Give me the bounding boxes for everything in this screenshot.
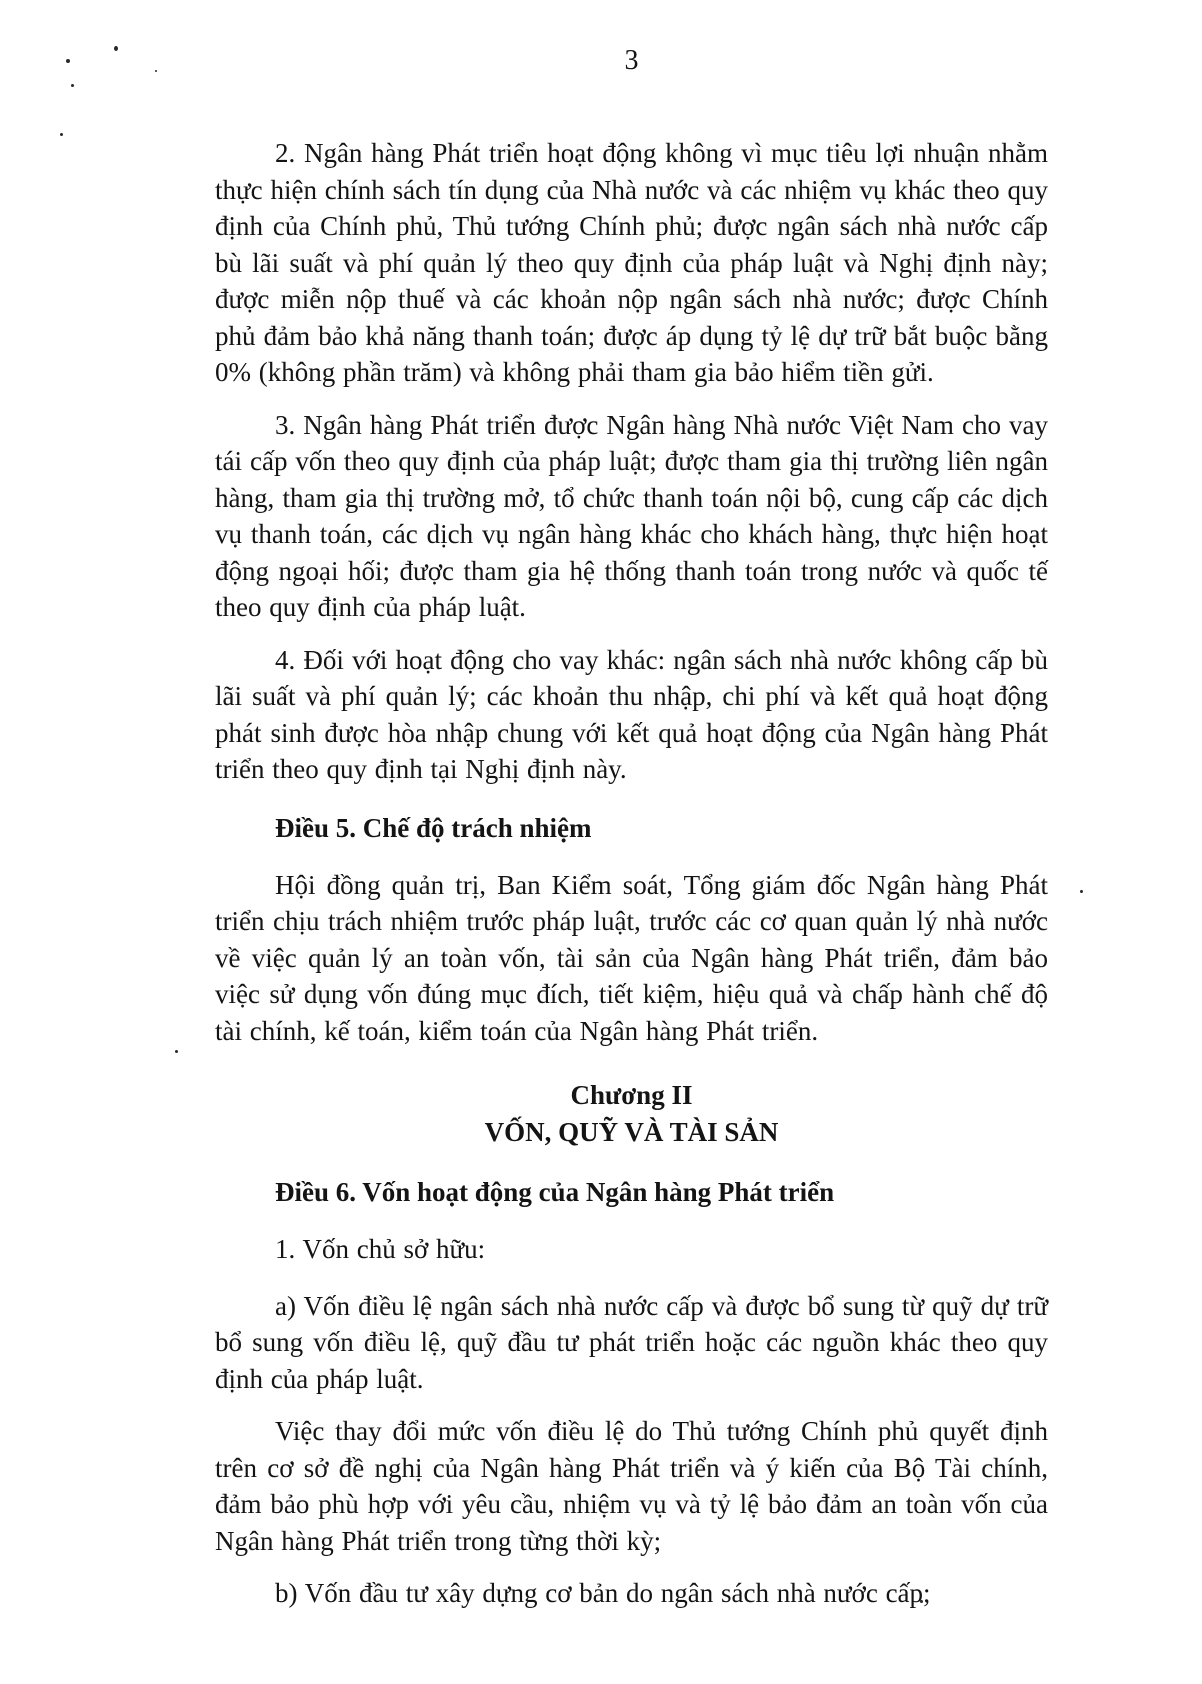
scan-speckle [155, 70, 157, 72]
article-5-paragraph: Hội đồng quản trị, Ban Kiểm soát, Tổng giám đốc Ngân hàng Phát triển chịu trách nhiệm trước pháp luật, trước các cơ quan quản lý nhà nước về việc quản lý an toàn vốn, tài sản của Ngân hàng Phát triển, đảm bảo việc sử dụng vốn đúng mục đích, tiết kiệm, hiệu quả và chấp hành chế độ tài chính, kế toán, kiểm toán của Ngân hàng Phát triển. [215, 869, 1048, 1046]
article-6-heading: Điều 6. Vốn hoạt động của Ngân hàng Phát triển [275, 1177, 835, 1207]
article-5-heading: Điều 5. Chế độ trách nhiệm [275, 812, 592, 843]
scan-speckle [175, 1050, 178, 1053]
scan-speckle [1080, 890, 1083, 893]
document-body [215, 42, 1048, 1628]
chapter-2-label: Chương II [570, 1080, 693, 1110]
scan-speckle [114, 46, 118, 51]
clause-4-paragraph: 4. Đối với hoạt động cho vay khác: ngân sách nhà nước không cấp bù lãi suất và phí quản lý; các khoản thu nhập, chi phí và kết quả hoạt động phát sinh được hòa nhập chung với kết quả hoạt động của Ngân hàng Phát triển theo quy định tại Nghị định này. [215, 644, 1048, 784]
scan-speckle [71, 84, 74, 87]
clause-3-paragraph: 3. Ngân hàng Phát triển được Ngân hàng Nhà nước Việt Nam cho vay tái cấp vốn theo quy định của pháp luật; được tham gia thị trường liên ngân hàng, tham gia thị trường mở, tổ chức thanh toán nội bộ, cung cấp các dịch vụ thanh toán, các dịch vụ ngân hàng khác cho khách hàng, thực hiện hoạt động ngoại hối; được tham gia hệ thống thanh toán trong nước và quốc tế theo quy định của pháp luật. [215, 409, 1048, 622]
page-number: 3 [624, 45, 639, 76]
clause-1-item: 1. Vốn chủ sở hữu: [275, 1234, 486, 1264]
chapter-2-heading [215, 1077, 1048, 1150]
point-a-note-paragraph: Việc thay đổi mức vốn điều lệ do Thủ tướng Chính phủ quyết định trên cơ sở đề nghị của Ngân hàng Phát triển và ý kiến của Bộ Tài chính, đảm bảo phù hợp với yêu cầu, nhiệm vụ và tỷ lệ bảo đảm an toàn vốn của Ngân hàng Phát triển trong từng thời kỳ; [215, 1416, 1048, 1556]
scan-speckle [66, 59, 70, 63]
scan-speckle [60, 133, 63, 136]
chapter-2-title: VỐN, QUỸ VÀ TÀI SẢN [484, 1116, 779, 1147]
clause-2-paragraph: 2. Ngân hàng Phát triển hoạt động không vì mục tiêu lợi nhuận nhằm thực hiện chính sách tín dụng của Nhà nước và các nhiệm vụ khác theo quy định của Chính phủ, Thủ tướng Chính phủ; được ngân sách nhà nước cấp bù lãi suất và phí quản lý theo quy định của pháp luật và Nghị định này; được miễn nộp thuế và các khoản nộp ngân sách nhà nước; được Chính phủ đảm bảo khả năng thanh toán; được áp dụng tỷ lệ dự trữ bắt buộc bằng 0% (không phần trăm) và không phải tham gia bảo hiểm tiền gửi. [215, 138, 1048, 387]
point-a-paragraph: a) Vốn điều lệ ngân sách nhà nước cấp và được bổ sung từ quỹ dự trữ bổ sung vốn điều lệ, quỹ đầu tư phát triển hoặc các nguồn khác theo quy định của pháp luật. [215, 1290, 1048, 1394]
point-b-item: b) Vốn đầu tư xây dựng cơ bản do ngân sách nhà nước cấp; [275, 1578, 931, 1608]
